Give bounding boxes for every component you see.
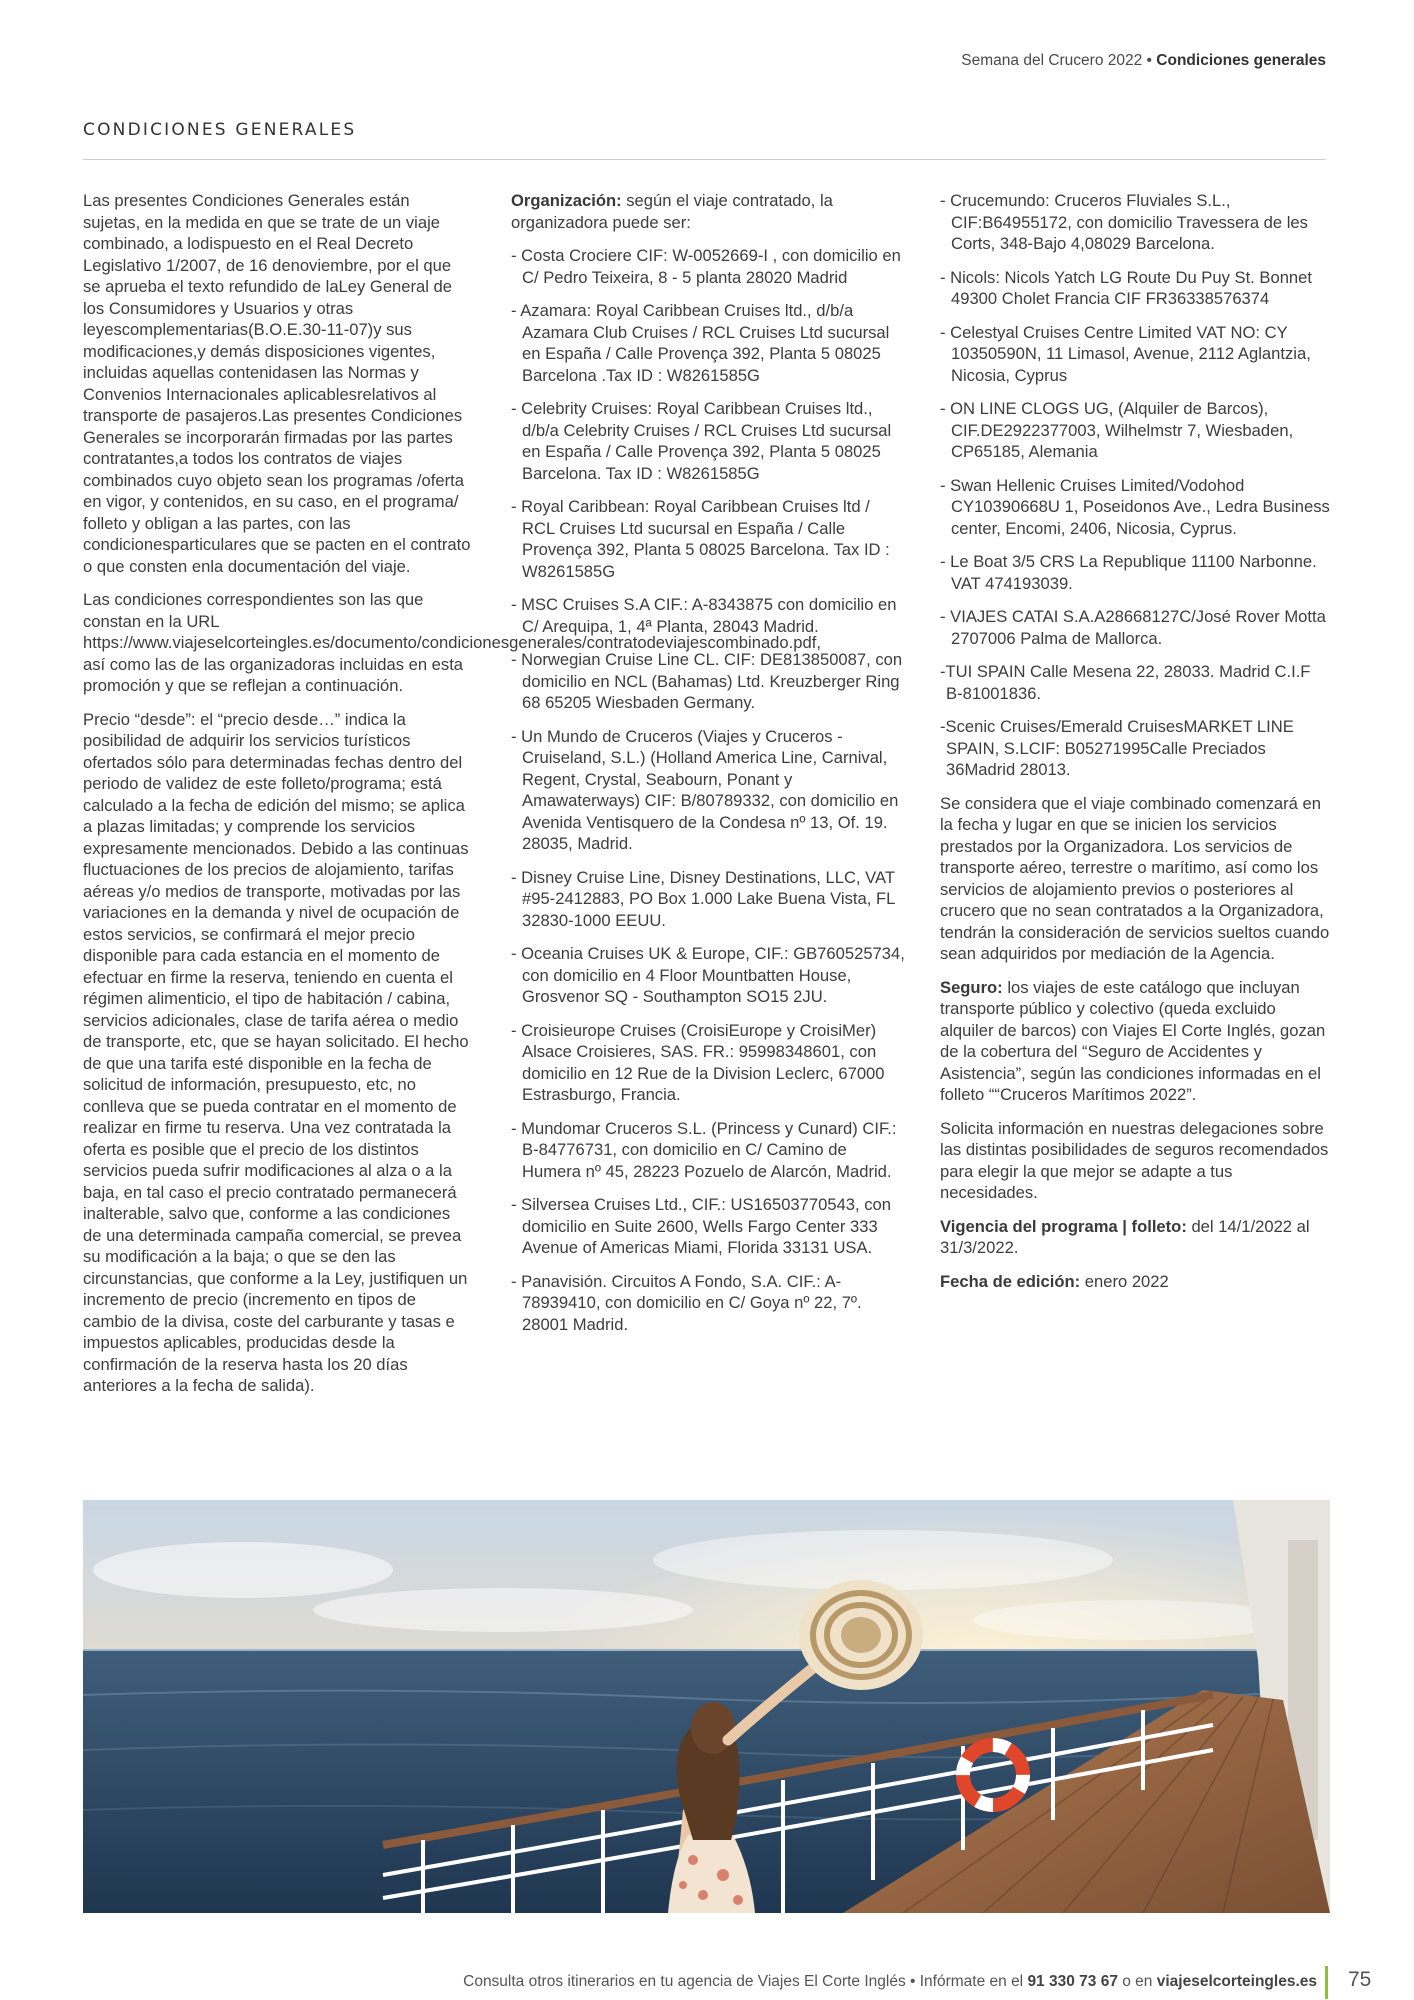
footer-info xyxy=(463,1973,1317,1991)
precio-desde-paragraph: Precio “desde”: el “precio desde…” indica la posibilidad de adquirir los servicios turísticos ofertados sólo para determinadas fechas dentro del periodo de validez de este folleto/programa; está calculado a la fecha de edición del mismo; se aplica a plazas limitadas; y comprende los servicios expresamente mencionados. Debido a las continuas fluctuaciones de los precios de alojamiento, tarifas aéreas y/o medios de transporte, motivadas por las variaciones en la demanda y nivel de ocupación de estos servicios, se confirmará el mejor precio disponible para cada estancia en el momento de efectuar en firme la reserva, teniendo en cuenta el régimen alimenticio, el tipo de habitación / cabina, servicios adicionales, clase de tarifa aérea o medio de transporte, etc, que se hayan solicitado. El hecho de que una tarifa esté disponible en la fecha de solicitud de información, presupuesto, etc, no conlleva que se pueda contratar en el momento de realizar en firme tu reserva. Una vez contratada la oferta es posible que el precio de los distintos servicios pueda sufrir modificaciones al alza o a la baja, en tal caso el precio contratado permanecerá inalterable, salvo que, conforme a las condiciones de una determinada campaña comercial, se prevea su modificación a la baja; o que se den las circunstancias, que conforme a la Ley, justifiquen un incremento de precio (incremento en tipos de cambio de la divisa, coste del carburante y tasas e impuestos aplicables, producidas desde la confirmación de la reserva hasta los 20 días anteriores a la fecha de salida). xyxy=(83,709,469,1395)
intro-paragraph: Las presentes Condiciones Generales están sujetas, en la medida en que se trate de un viaje combinado, a lodispuesto en el Real Decreto Legislativo 1/2007, de 16 denoviembre, por el que se aprueba el texto refundido de laLey General de los Consumidores y Usuarios y otras leyescomplementarias(B.O.E.30-11-07)y sus modificaciones,y demás disposiciones vigentes, incluidas aquellas contenidasen las Normas y Convenios Internacionales aplicablesrelativos al transporte de pasajeros.Las presentes Condiciones Generales se incorporarán firmadas por las partes contratantes,a todos los contratos de viajes combinados cuyo objeto sean los programas /oferta en vigor, y contenidos, en su caso, en el programa/ folleto y obligan a las partes, con las condicionesparticulares que se pacten en el contrato o que consten enla documentación del viaje. xyxy=(83,191,471,576)
fecha-edicion-text: enero 2022 xyxy=(1080,1271,1169,1291)
vigencia-label: Vigencia del programa | folleto: xyxy=(940,1216,1187,1236)
organizer-item: - Celebrity Cruises: Royal Caribbean Cruises ltd., d/b/a Celebrity Cruises / RCL Cruises Ltd sucursal en España / Calle Provença 392, Planta 5 08025 Barcelona. Tax ID : W8261585G xyxy=(511,399,892,483)
vigencia-paragraph xyxy=(940,1216,1330,1259)
organizer-item: - Nicols: Nicols Yatch LG Route Du Puy St. Bonnet 49300 Cholet Francia CIF FR36338576374 xyxy=(940,267,1312,308)
running-header xyxy=(961,52,1326,70)
fecha-edicion-paragraph xyxy=(940,1271,1330,1293)
organizer-item: - Le Boat 3/5 CRS La Republique 11100 Narbonne. VAT 474193039. xyxy=(940,552,1317,593)
organizer-item: -TUI SPAIN Calle Mesena 22, 28033. Madrid C.I.F B-81001836. xyxy=(940,662,1311,703)
footer-text-a: Consulta otros itinerarios en tu agencia de Viajes El Corte Inglés • Infórmate en el xyxy=(463,1973,1028,1990)
organizer-item: -Scenic Cruises/Emerald CruisesMARKET LINE SPAIN, S.LCIF: B05271995Calle Preciados 36Madrid 28013. xyxy=(940,717,1294,779)
organizer-item: - ON LINE CLOGS UG, (Alquiler de Barcos), CIF.DE2922377003, Wilhelmstr 7, Wiesbaden, CP65185, Alemania xyxy=(940,399,1294,461)
seguro-text: los viajes de este catálogo que incluyan transporte público y colectivo (queda excluido alquiler de barcos) con Viajes El Corte Inglés, gozan de la cobertura del “Seguro de Accidentes y Asistencia”, según las condiciones informadas en el folleto ““Cruceros Marítimos 2022”. xyxy=(940,977,1326,1104)
footer-text-b: o en xyxy=(1117,1973,1157,1990)
running-separator: • xyxy=(1142,52,1157,69)
organizer-item: - Crucemundo: Cruceros Fluviales S.L., CIF:B64955172, con domicilio Travessera de les Corts, 348-Bajo 4,08029 Barcelona. xyxy=(940,191,1308,253)
organizer-item: - Disney Cruise Line, Disney Destinations, LLC, VAT #95-2412883, PO Box 1.000 Lake Buena Vista, FL 32830-1000 EEUU. xyxy=(511,867,895,930)
organizer-item: - Silversea Cruises Ltd., CIF.: US16503770543, con domicilio en Suite 2600, Wells Fargo Center 333 Avenue of Americas Miami, Florida 33131 USA. xyxy=(511,1195,892,1257)
cruise-deck-illustration xyxy=(83,1500,1330,1913)
seguros-info-paragraph: Solicita información en nuestras delegaciones sobre las distintas posibilidades de seguros recomendados para elegir la que mejor se adapte a tus necesidades. xyxy=(940,1118,1329,1202)
running-section: Condiciones generales xyxy=(1156,52,1326,69)
cruise-deck-photo xyxy=(83,1500,1330,1913)
seguro-paragraph xyxy=(940,977,1330,1106)
column-middle xyxy=(511,190,906,1347)
organizer-item: - Celestyal Cruises Centre Limited VAT NO: CY 10350590N, 11 Limasol, Avenue, 2112 Aglantzia, Nicosia, Cyprus xyxy=(940,322,1311,385)
organizer-item: - MSC Cruises S.A CIF.: A-8343875 con domicilio en C/ Arequipa, 1, 4ª Planta, 28043 Madrid. xyxy=(511,595,897,636)
organizer-item: - Norwegian Cruise Line CL. CIF: DE813850087, con domicilio en NCL (Bahamas) Ltd. Kreuzberger Ring 68 65205 Wiesbaden Germany. xyxy=(511,650,903,712)
vigencia-text: del 14/1/2022 al 31/3/2022. xyxy=(940,1216,1310,1257)
column-right xyxy=(940,190,1330,1304)
section-title: CONDICIONES GENERALES xyxy=(83,120,357,140)
organizer-item: - Royal Caribbean: Royal Caribbean Cruises ltd / RCL Cruises Ltd sucursal en España / Calle Provença 392, Planta 5 08025 Barcelona. Tax ID : W8261585G xyxy=(511,497,890,581)
organizacion-label: Organización: xyxy=(511,191,622,210)
inicio-viaje-paragraph: Se considera que el viaje combinado comenzará en la fecha y lugar en que se inicien los servicios prestados por la Organizadora. Los servicios de transporte aéreo, terrestre o marítimo, así como los servicios de alojamiento previos o posteriores al crucero que no sean contratados a la Organizadora, tendrán la consideración de servicios sueltos cuando sean adquiridos por mediación de la Agencia. xyxy=(940,793,1330,963)
organizer-item: - Panavisión. Circuitos A Fondo, S.A. CIF.: A-78939410, con domicilio en C/ Goya nº 22, 7º. 28001 Madrid. xyxy=(511,1271,862,1334)
organizer-item: - Mundomar Cruceros S.L. (Princess y Cunard) CIF.: B-84776731, con domicilio en C/ Camino de Humera nº 45, 28223 Pozuelo de Alarcón, Madrid. xyxy=(511,1118,897,1181)
footer-website: viajeselcorteingles.es xyxy=(1156,1973,1317,1990)
organizer-item: - Costa Crociere CIF: W-0052669-I , con domicilio en C/ Pedro Teixeira, 8 - 5 planta 28020 Madrid xyxy=(511,246,901,287)
organizer-item: - Azamara: Royal Caribbean Cruises ltd., d/b/a Azamara Club Cruises / RCL Cruises Ltd sucursal en España / Calle Provença 392, Planta 5 08025 Barcelona .Tax ID : W8261585G xyxy=(511,301,890,385)
organizer-item: - Swan Hellenic Cruises Limited/Vodohod CY10390668U 1, Poseidonos Ave., Ledra Business center, Encomi, 2406, Nicosia, Cyprus. xyxy=(940,475,1330,538)
organizacion-text: según el viaje contratado, la organizadora puede ser: xyxy=(511,191,833,232)
organizer-item: - Oceania Cruises UK & Europe, CIF.: GB760525734, con domicilio en 4 Floor Mountbatten House, Grosvenor SQ - Southampton SO15 2JU. xyxy=(511,944,905,1006)
organizer-list xyxy=(511,245,906,1335)
seguro-label: Seguro: xyxy=(940,977,1003,997)
organizacion-paragraph xyxy=(511,190,906,233)
organizer-item: - VIAJES CATAI S.A.A28668127C/José Rover Motta 2707006 Palma de Mallorca. xyxy=(940,607,1326,648)
page-number: 75 xyxy=(1348,1968,1372,1991)
organizer-item: - Croisieurope Cruises (CroisiEurope y CroisiMer) Alsace Croisieres, SAS. FR.: 95998348601, con domicilio en 12 Rue de la Division Leclerc, 67000 Estrasburgo, Francia. xyxy=(511,1020,885,1104)
footer-phone: 91 330 73 67 xyxy=(1027,1973,1118,1990)
title-divider xyxy=(83,159,1326,160)
url-paragraph: Las condiciones correspondientes son las que constan en la URL https://www.viajeselcorteingles.es/documento/condicionesgenerales/contratodeviajescombinado.pdf, así como las de las organizadoras incluidas en esta promoción y que se reflejan a continuación. xyxy=(83,590,821,695)
organizer-list-continued xyxy=(940,190,1330,781)
fecha-edicion-label: Fecha de edición: xyxy=(940,1271,1081,1291)
footer-accent-bar xyxy=(1325,1966,1328,1999)
organizer-item: - Un Mundo de Cruceros (Viajes y Cruceros - Cruiseland, S.L.) (Holland America Line, Carnival, Regent, Crystal, Seabourn, Ponant y Amawaterways) CIF: B/80789332, con domicilio en Avenida Ventisquero de la Condesa nº 13, Of. 19. 28035, Madrid. xyxy=(511,726,899,853)
running-title: Semana del Crucero 2022 xyxy=(961,52,1143,69)
